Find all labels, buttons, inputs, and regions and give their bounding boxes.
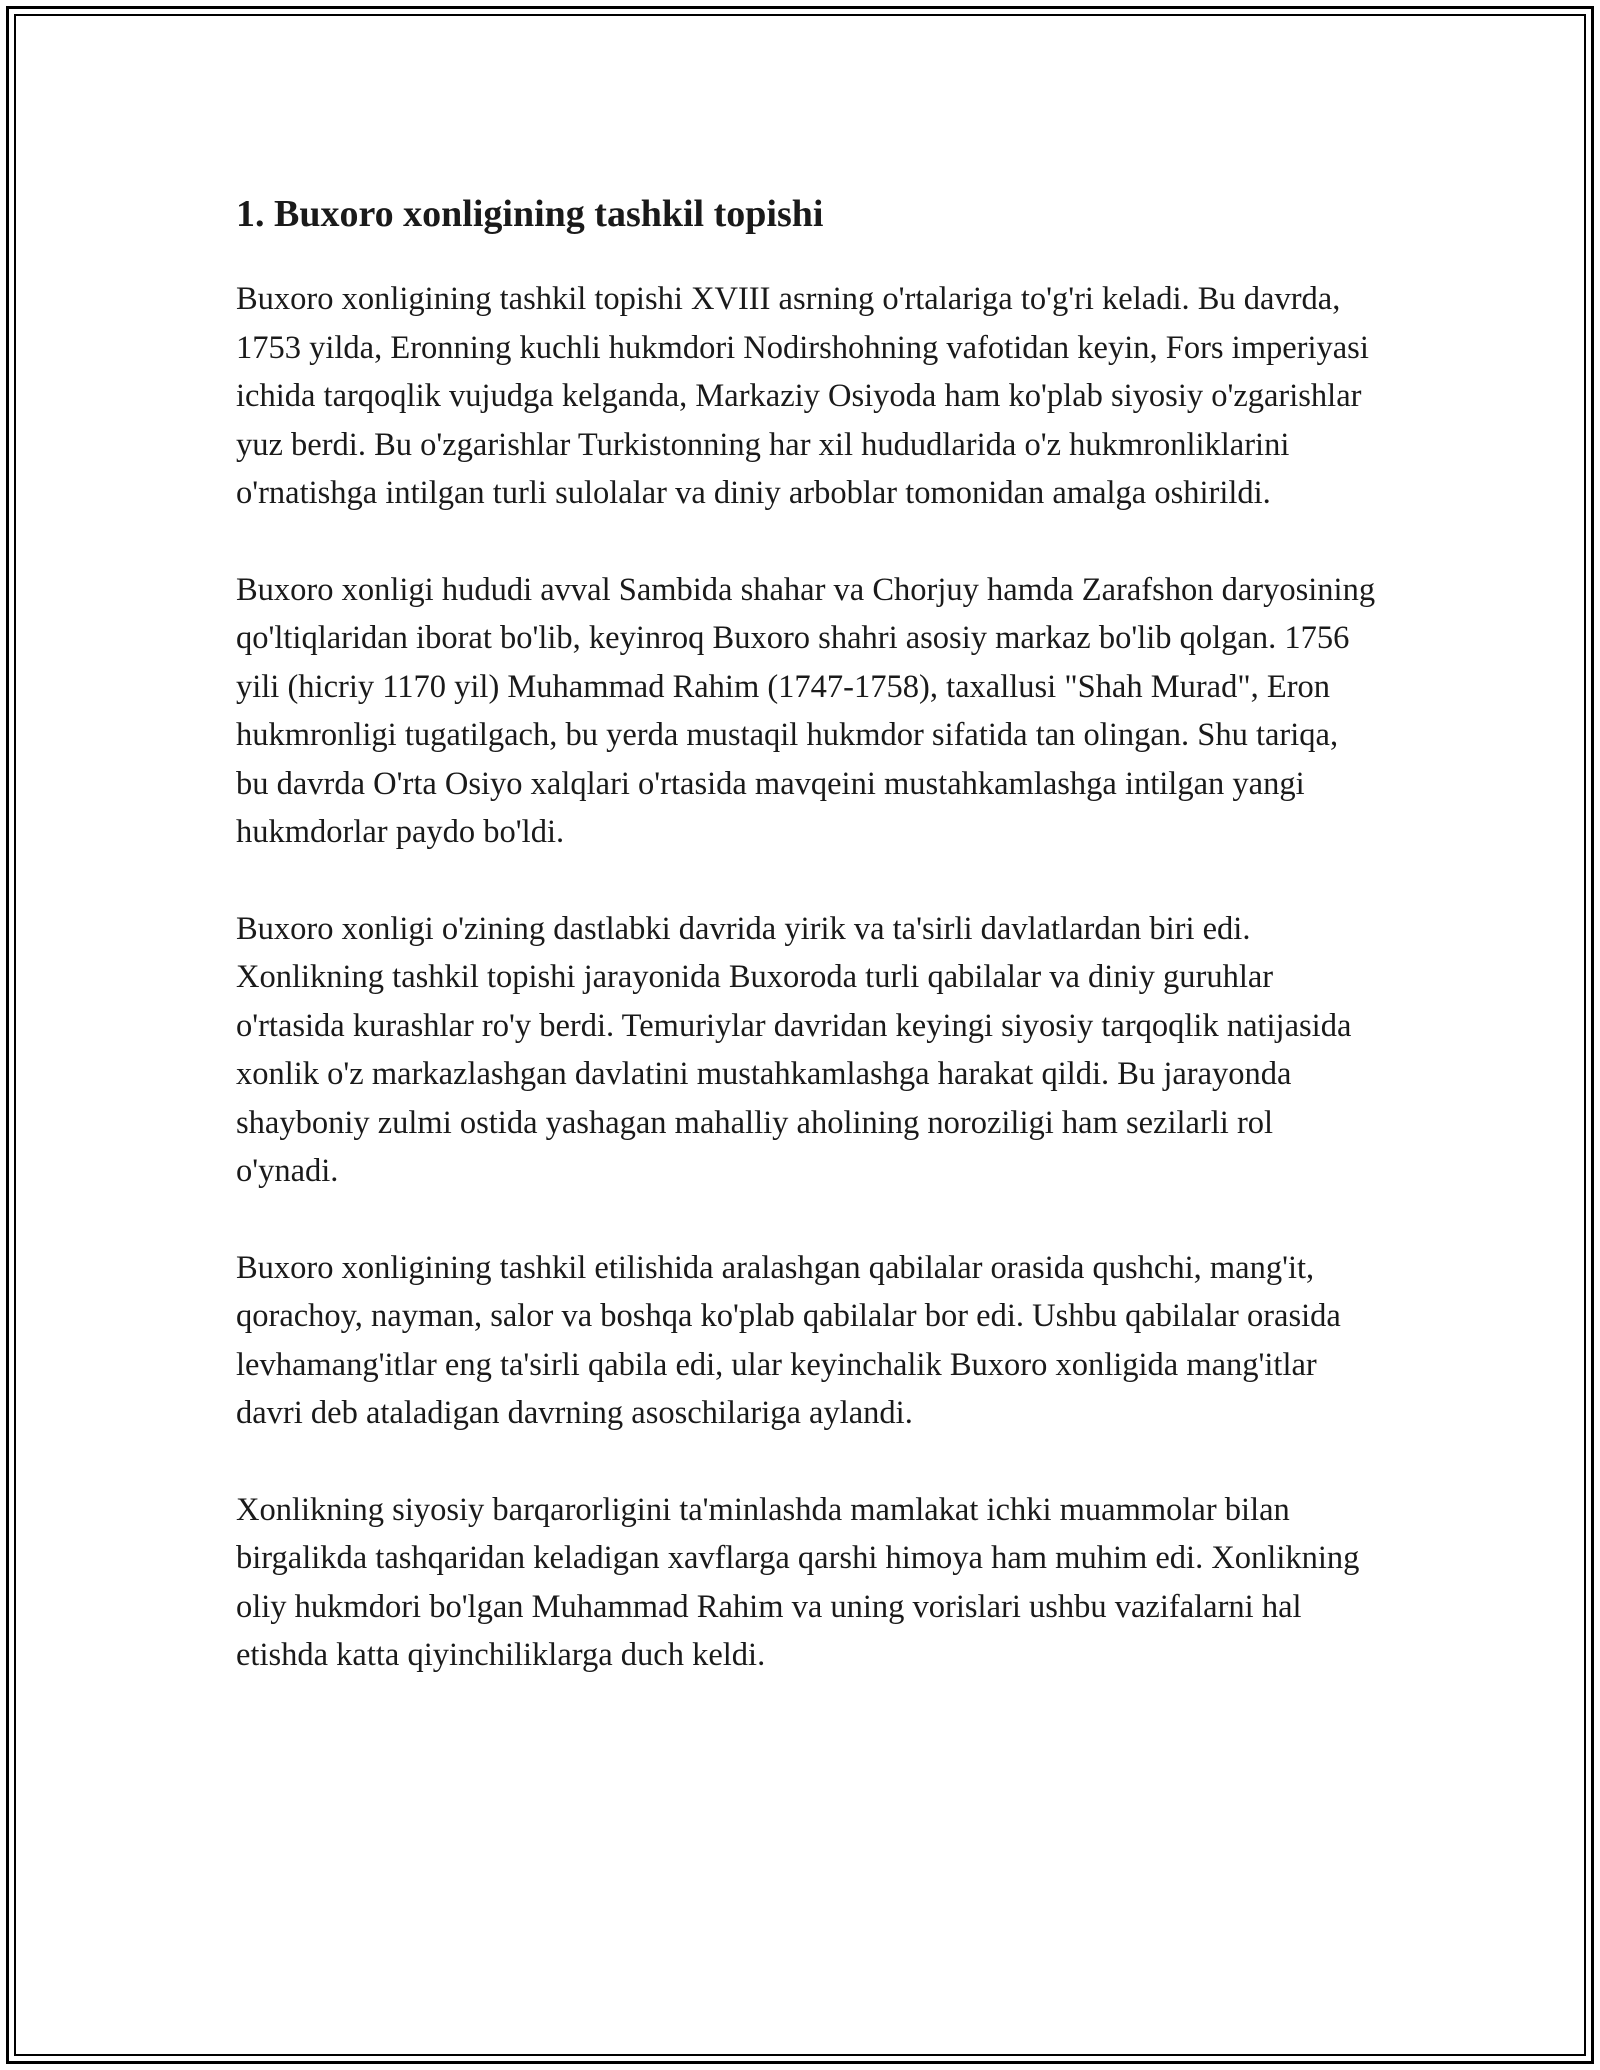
paragraph-2: Buxoro xonligi hududi avval Sambida shahar va Chorjuy hamda Zarafshon daryosining qo'ltiqlaridan iborat bo'lib, keyinroq Buxoro shahri asosiy markaz bo'lib qolgan. 1756 yili (hicriy 1170 yil) Muhammad Rahim (1747-1758), taxallusi "Shah Murad", Eron hukmronligi tugatilgach, bu yerda mustaqil hukmdor sifatida tan olingan. Shu tariqa, bu davrda O'rta Osiyo xalqlari o'rtasida mavqeini mustahkamlashga intilgan yangi hukmdorlar paydo bo'ldi.: [236, 571, 1376, 850]
paragraph-3: Buxoro xonligi o'zining dastlabki davrida yirik va ta'sirli davlatlardan biri edi. Xonlikning tashkil topishi jarayonida Buxoroda turli qabilalar va diniy guruhlar o'rtasida kurashlar ro'y berdi. Temuriylar davridan keyingi siyosiy tarqoqlik natijasida xonlik o'z markazlashgan davlatini mustahkamlashga harakat qildi. Bu jarayonda shayboniy zulmi ostida yashagan mahalliy aholining noroziligi ham sezilarli rol o'ynadi.: [236, 910, 1352, 1189]
paragraph-5: Xonlikning siyosiy barqarorligini ta'minlashda mamlakat ichki muammolar bilan birgalikda tashqaridan keladigan xavflarga qarshi himoya ham muhim edi. Xonlikning oliy hukmdori bo'lgan Muhammad Rahim va uning vorislari ushbu vazifalarni hal etishda katta qiyinchiliklarga duch keldi.: [236, 1491, 1360, 1673]
paragraph-4: Buxoro xonligining tashkil etilishida aralashgan qabilalar orasida qushchi, mang'it, qorachoy, nayman, salor va boshqa ko'plab qabilalar bor edi. Ushbu qabilalar orasida levhamang'itlar eng ta'sirli qabila edi, ular keyinchalik Buxoro xonligida mang'itlar davri deb ataladigan davrning asoschilariga aylandi.: [236, 1249, 1341, 1431]
paragraph-1: Buxoro xonligining tashkil topishi XVIII asrning o'rtalariga to'g'ri keladi. Bu davrda, 1753 yilda, Eronning kuchli hukmdori Nodirshohning vafotidan keyin, Fors imperiyasi ichida tarqoqlik vujudga kelganda, Markaziy Osiyoda ham ko'plab siyosiy o'zgarishlar yuz berdi. Bu o'zgarishlar Turkistonning har xil hududlarida o'z hukmronliklarini o'rnatishga intilgan turli sulolalar va diniy arboblar tomonidan amalga oshirildi.: [236, 281, 1369, 511]
section-heading: 1. Buxoro xonligining tashkil topishi: [236, 193, 824, 235]
document-body: [236, 185, 1376, 1728]
